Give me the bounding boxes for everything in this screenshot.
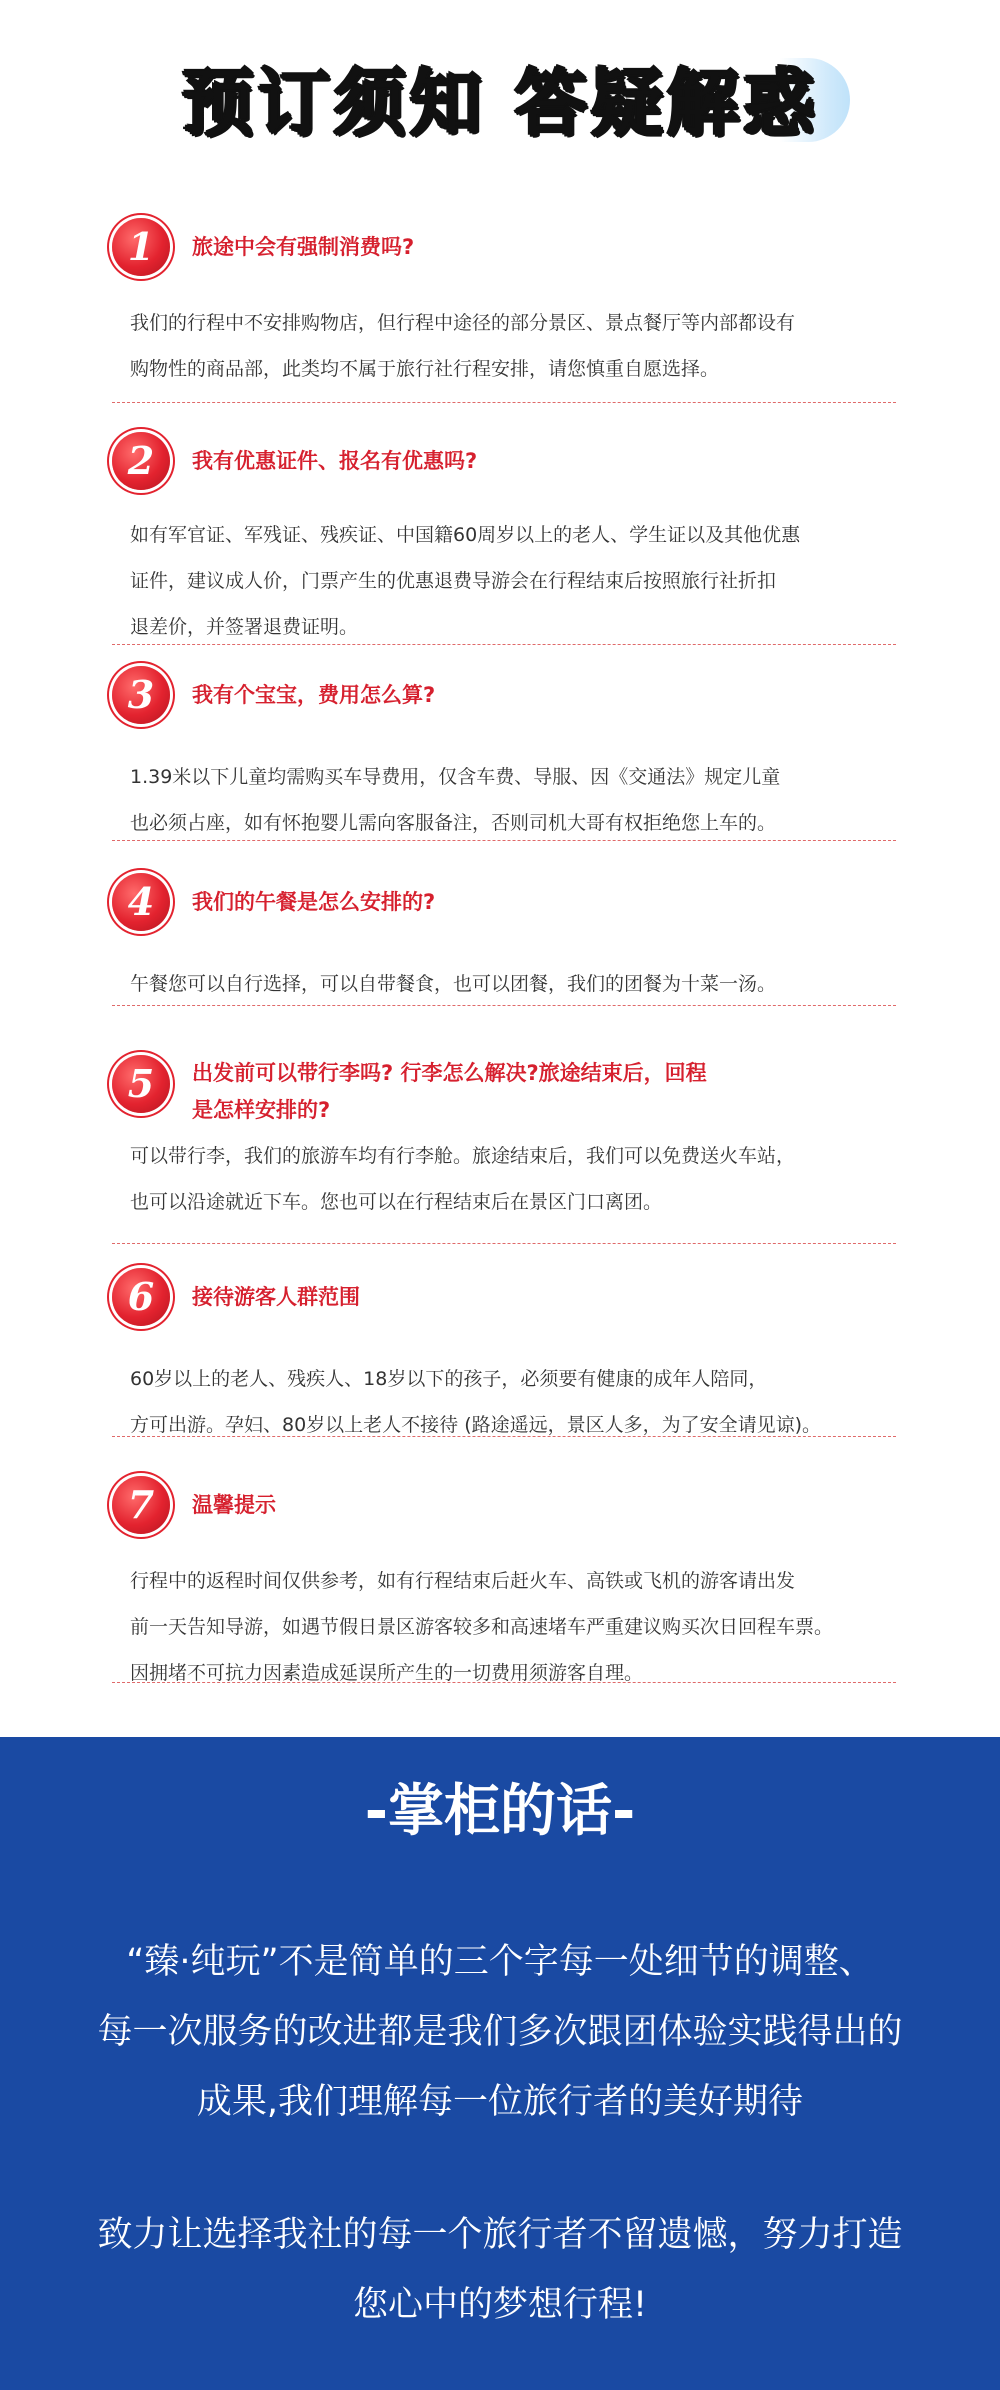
number-badge-icon: 5 [112,1055,170,1113]
page-title: 预订须知 答疑解惑 [181,61,819,145]
divider [112,402,896,403]
question-header [112,432,896,492]
number-badge-icon: 7 [112,1476,170,1534]
answer-text: 1.39米以下儿童均需购买车导费用，仅含车费、导服、因《交通法》规定儿童 也必须占座，如有怀抱婴儿需向客服备注，否则司机大哥有权拒绝您上车的。 [130,766,781,834]
answer-text: 行程中的返程时间仅供参考，如有行程结束后赶火车、高铁或飞机的游客请出发 前一天告知导游，如遇节假日景区游客较多和高速堵车严重建议购买次日回程车票。 因拥堵不可抗力因素造成延误所产生的一切费用须游客自理。 [130,1570,834,1684]
faq-item-4 [112,873,896,1007]
header [0,0,1000,175]
question-text: 我有个宝宝，费用怎么算? [192,683,436,707]
number-badge-icon: 2 [112,432,170,490]
faq-item-5 [112,1055,896,1225]
question-text: 出发前可以带行李吗? 行李怎么解决?旅途结束后，回程 是怎样安排的? [192,1061,707,1122]
answer-text: 午餐您可以自行选择，可以自带餐食，也可以团餐，我们的团餐为十菜一汤。 [130,973,777,995]
divider [112,644,896,645]
divider [112,1243,896,1244]
faq-item-1 [112,218,896,392]
faq-item-2 [112,432,896,650]
question-text: 旅途中会有强制消费吗? [192,235,415,259]
number-badge-icon: 3 [112,666,170,724]
number-badge-icon: 6 [112,1268,170,1326]
question-header [112,666,896,726]
question-header [112,1268,896,1328]
answer-text: 60岁以上的老人、残疾人、18岁以下的孩子，必须要有健康的成年人陪同， 方可出游。孕妇、80岁以上老人不接待 (路途遥远，景区人多，为了安全请见谅)。 [130,1368,822,1436]
question-text: 接待游客人群范围 [192,1285,360,1309]
divider [112,1005,896,1006]
question-header [112,873,896,933]
message-paragraph: 致力让选择我社的每一个旅行者不留遗憾，努力打造 您心中的梦想行程! [97,2215,903,2325]
owner-message-section [0,1737,1000,2390]
message-paragraph: “臻·纯玩”不是简单的三个字每一处细节的调整、 每一次服务的改进都是我们多次跟团体验实践得出的 成果,我们理解每一位旅行者的美好期待 [97,1942,903,2122]
number-badge-icon: 1 [112,218,170,276]
section-title: -掌柜的话- [364,1779,636,1844]
question-header [112,218,896,278]
faq-item-3 [112,666,896,846]
question-header [112,1055,896,1129]
answer-text: 我们的行程中不安排购物店，但行程中途径的部分景区、景点餐厅等内部都设有 购物性的商品部，此类均不属于旅行社行程安排，请您慎重自愿选择。 [130,312,796,380]
question-text: 我们的午餐是怎么安排的? [192,890,436,914]
faq-item-6 [112,1268,896,1448]
divider [112,840,896,841]
faq-item-7 [112,1476,896,1696]
question-text: 我有优惠证件、报名有优惠吗? [192,449,478,473]
question-header [112,1476,896,1536]
answer-text: 如有军官证、军残证、残疾证、中国籍60周岁以上的老人、学生证以及其他优惠 证件，建议成人价，门票产生的优惠退费导游会在行程结束后按照旅行社折扣 退差价，并签署退费证明。 [130,524,801,638]
question-text: 温馨提示 [192,1493,276,1517]
divider [112,1436,896,1437]
number-badge-icon: 4 [112,873,170,931]
answer-text: 可以带行李，我们的旅游车均有行李舱。旅途结束后，我们可以免费送火车站， 也可以沿途就近下车。您也可以在行程结束后在景区门口离团。 [130,1145,796,1213]
divider [112,1682,896,1683]
